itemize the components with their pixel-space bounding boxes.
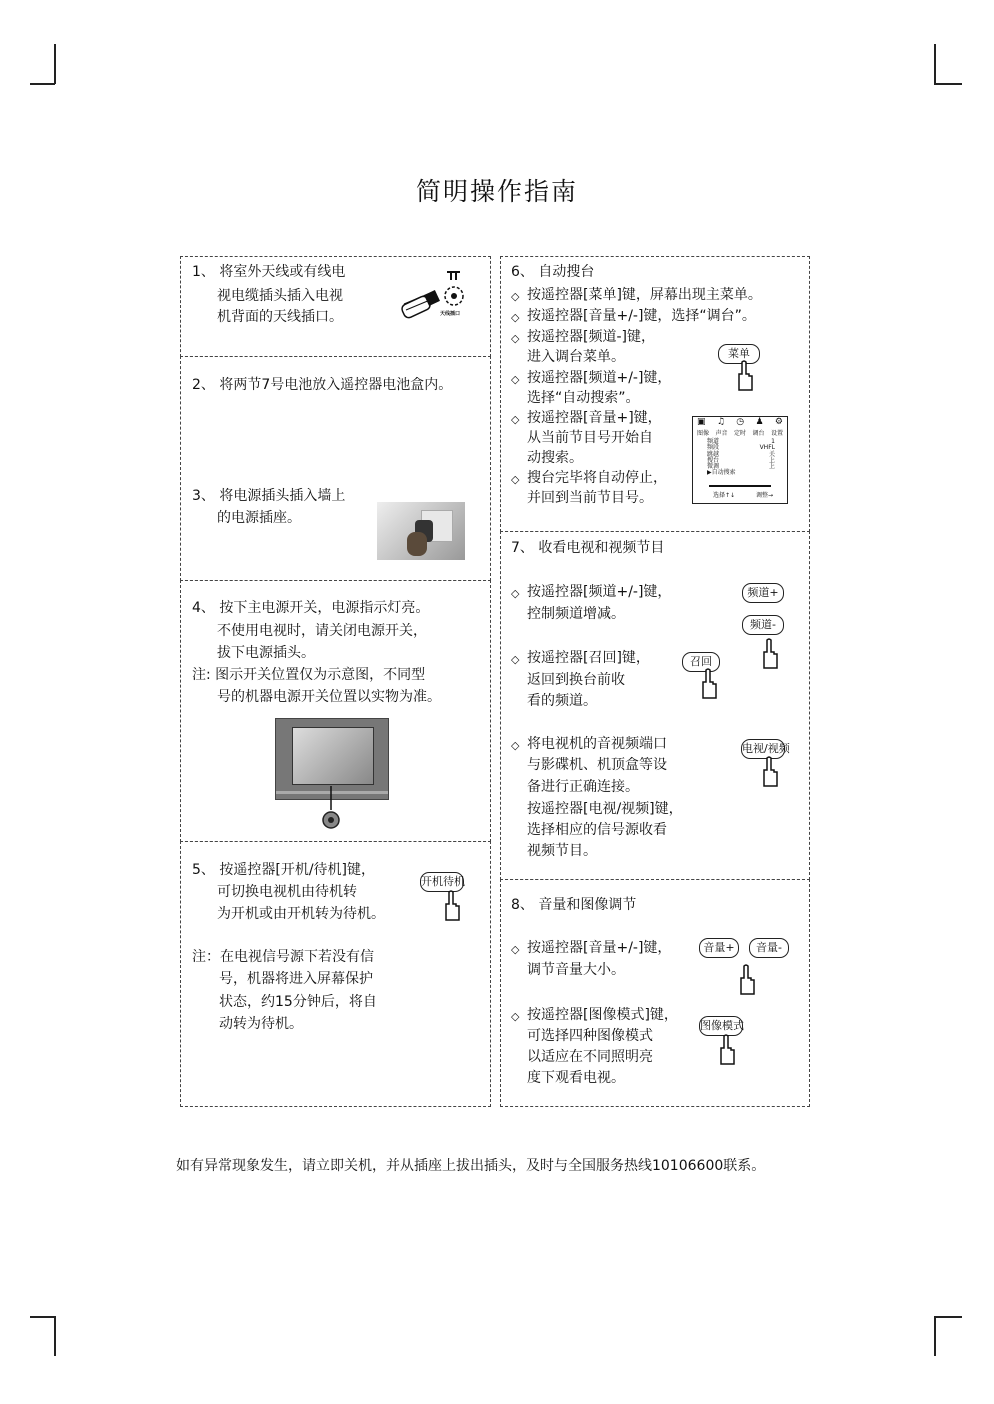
menu-tab-label: 调台 (752, 430, 765, 437)
step3-line: 3、 将电源插头插入墙上 (192, 488, 346, 504)
recall-key: 召回 (682, 652, 720, 672)
step3-line: 的电源插座。 (217, 510, 301, 526)
step4-line: 不使用电视时，请关闭电源开关， (217, 623, 427, 639)
step5-line: 可切换电视机由待机转 (217, 884, 357, 900)
menu-footer-hint: 选择↑↓ (713, 492, 736, 499)
settings-icon: ⚙ (774, 417, 783, 427)
picture-icon: ▣ (697, 417, 706, 427)
menu-row-label: 跳越 (707, 450, 720, 458)
page-title: 简明操作指南 (415, 177, 578, 206)
hand-press-icon (733, 360, 755, 392)
step5-note: 注：在电视信号源下若没有信 (192, 949, 374, 965)
step6-line: 选择“自动搜索”。 (527, 390, 640, 406)
step6-line: 按遥控器[频道+/-]键， (527, 370, 672, 386)
step6-title: 6、 自动搜台 (511, 264, 595, 280)
antenna-port-label: 天线插口 (440, 311, 461, 317)
step7-line: 按遥控器[召回]键， (527, 650, 650, 666)
step6-line: 按遥控器[音量+]键， (527, 410, 662, 426)
step6-line: 并回到当前节目号。 (527, 490, 653, 506)
timer-icon: ◷ (736, 417, 745, 427)
menu-tab-label: 设置 (770, 430, 783, 437)
step7-line: 按遥控器[电视/视频]键， (527, 801, 683, 817)
step8-line: 以适应在不同照明亮 (527, 1049, 653, 1065)
menu-row-value: VHFL (759, 444, 775, 452)
step4-note: 注: 图示开关位置仅为示意图，不同型 (192, 667, 426, 683)
step7-line: 控制频道增减。 (527, 606, 625, 622)
step5-note: 动转为待机。 (219, 1016, 303, 1032)
step7-line: 将电视机的音视频端口 (527, 736, 667, 752)
step1-line: 机背面的天线插口。 (217, 309, 343, 325)
hand-press-icon (697, 668, 719, 700)
step1-line: 视电缆插头插入电视 (217, 288, 343, 304)
step7-line: 看的频道。 (527, 693, 597, 709)
menu-row-value: 上 (768, 456, 775, 464)
step6-line: 从当前节目号开始自 (527, 430, 653, 446)
step6-line: 搜台完毕将自动停止， (527, 470, 667, 486)
step6-line: 按遥控器[频道-]键， (527, 329, 655, 345)
hand-press-icon (758, 756, 780, 788)
bullet-icon: ◇ (511, 373, 520, 386)
menu-row-label: 搜台 (707, 456, 720, 464)
step8-line: 度下观看电视。 (527, 1070, 625, 1086)
sound-icon: ♫ (716, 417, 725, 427)
step5-line: 为开机或由开机转为待机。 (217, 906, 385, 922)
step7-line: 返回到换台前收 (527, 672, 625, 688)
step7-line: 备进行正确连接。 (527, 779, 639, 795)
step4-line: 拔下电源插头。 (217, 645, 315, 661)
menu-row-label: 自动搜索 (711, 469, 736, 477)
step7-title: 7、 收看电视和视频节目 (511, 540, 665, 556)
selection-arrow-icon: ▶ (707, 469, 712, 477)
step8-line: 按遥控器[图像模式]键， (527, 1007, 678, 1023)
step5-line: 5、 按遥控器[开机/待机]键， (192, 862, 375, 878)
step1-line: 1、 将室外天线或有线电 (192, 264, 346, 280)
step7-line: 按遥控器[频道+/-]键， (527, 584, 672, 600)
bullet-icon: ◇ (511, 290, 520, 303)
bullet-icon: ◇ (511, 1010, 520, 1023)
step4-line: 4、 按下主电源开关，电源指示灯亮。 (192, 600, 430, 616)
menu-key: 菜单 (718, 344, 760, 364)
hand-press-icon (440, 890, 462, 922)
menu-tab-label: 定时 (733, 430, 746, 437)
crop-mark (934, 1316, 936, 1356)
step8-title: 8、 音量和图像调节 (511, 897, 637, 913)
channel-up-key: 频道+ (742, 583, 784, 603)
step6-line: 按遥控器[菜单]键，屏幕出现主菜单。 (527, 287, 762, 303)
step8-line: 可选择四种图像模式 (527, 1028, 653, 1044)
menu-row-value: 1 (771, 438, 775, 445)
step2-line: 2、 将两节7号电池放入遥控器电池盒内。 (192, 377, 453, 393)
crop-mark (934, 83, 962, 85)
step7-line: 选择相应的信号源收看 (527, 822, 667, 838)
power-socket-photo (377, 502, 465, 560)
volume-up-key: 音量+ (699, 938, 739, 958)
step5-note: 状态，约15分钟后，将自 (219, 994, 377, 1010)
bullet-icon: ◇ (511, 332, 520, 345)
menu-row-value: 关 (768, 450, 775, 458)
step7-line: 与影碟机、机顶盒等设 (527, 757, 667, 773)
menu-tab-label: 声音 (715, 430, 728, 437)
menu-row-value: 上 (768, 463, 775, 471)
crop-mark (934, 44, 936, 84)
menu-rows (707, 439, 775, 477)
menu-tab-label: 图像 (697, 430, 710, 437)
menu-row-label: 微调 (707, 463, 720, 471)
bullet-icon: ◇ (511, 653, 520, 666)
menu-icon-row (697, 419, 783, 425)
crop-mark (30, 1316, 55, 1318)
crop-mark (54, 44, 56, 84)
channel-down-key: 频道- (742, 615, 784, 635)
step4-note: 号的机器电源开关位置以实物为准。 (217, 689, 441, 705)
bullet-icon: ◇ (511, 739, 520, 752)
hand-press-icon (758, 638, 780, 670)
step8-line: 调节音量大小。 (527, 962, 625, 978)
step8-line: 按遥控器[音量+/-]键， (527, 940, 672, 956)
service-hotline-note: 如有异常现象发生，请立即关机，并从插座上拔出插头，及时与全国服务热线10106600联系。 (176, 1158, 766, 1174)
step6-line: 进入调台菜单。 (527, 349, 625, 365)
hand-press-icon (735, 964, 757, 996)
hand-press-icon (715, 1034, 737, 1066)
menu-row-label: 频道 (707, 438, 720, 445)
crop-mark (934, 1316, 962, 1318)
step6-line: 动搜索。 (527, 450, 583, 466)
power-standby-key: 开机待机 (420, 872, 464, 892)
bullet-icon: ◇ (511, 311, 520, 324)
picture-mode-key: 图像模式 (699, 1016, 743, 1036)
tv-main-menu-illustration (692, 416, 788, 504)
step7-line: 视频节目。 (527, 843, 597, 859)
antenna-plug-icon (398, 268, 470, 326)
crop-mark (54, 1316, 56, 1356)
volume-down-key: 音量- (749, 938, 789, 958)
step5-note: 号，机器将进入屏幕保护 (219, 971, 373, 987)
bullet-icon: ◇ (511, 943, 520, 956)
power-switch-pointer-icon (320, 786, 342, 832)
search-progress-bar (709, 485, 771, 487)
bullet-icon: ◇ (511, 587, 520, 600)
crop-mark (30, 83, 55, 85)
step6-line: 按遥控器[音量+/-]键，选择“调台”。 (527, 308, 756, 324)
tv-video-key: 电视/视频 (741, 739, 785, 759)
bullet-icon: ◇ (511, 413, 520, 426)
tuning-icon: ♟ (755, 417, 764, 427)
bullet-icon: ◇ (511, 473, 520, 486)
menu-footer-hint: 调整→ (755, 492, 773, 499)
menu-row-label: 频段 (707, 444, 720, 452)
